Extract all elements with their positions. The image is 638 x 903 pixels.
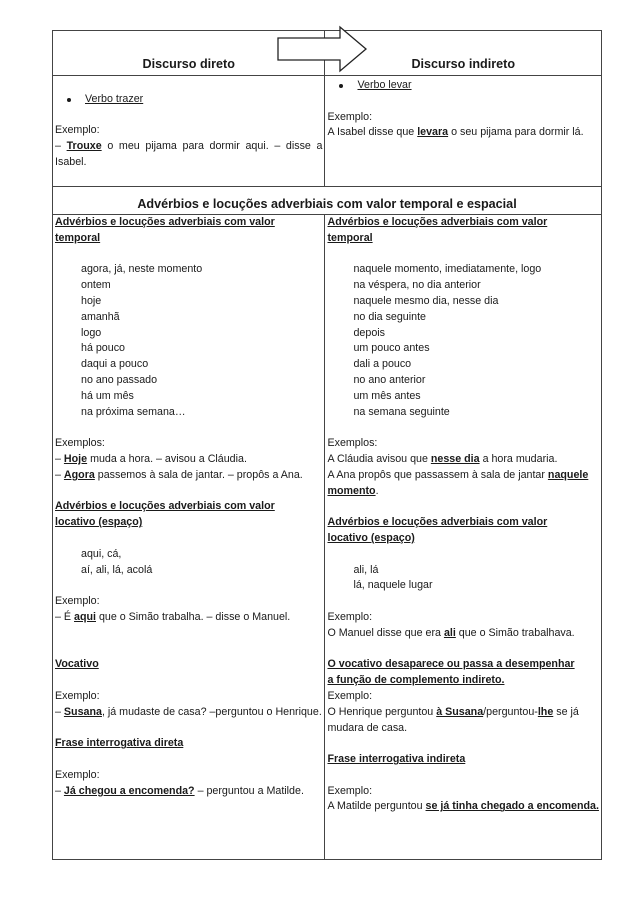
header-row [53,31,602,76]
temporal-list [327,262,599,420]
header-right-title: Discurso indireto [411,57,516,72]
list-item: amanhã [81,310,120,323]
list-item: há pouco [81,342,125,355]
verb-row [53,76,602,187]
list-item: no dia seguinte [353,310,426,323]
list-item: dali a pouco [353,358,412,371]
header-left-cell [53,31,325,76]
indirect-speech-cell [325,215,602,860]
list-item: no ano passado [81,373,158,386]
bullet-item [55,92,322,108]
list-item: na semana seguinte [353,405,450,418]
adverbs-section-title: Advérbios e locuções adverbiais com valor temporal e espacial [53,187,602,215]
list-item: logo [81,326,102,339]
bullet-item [327,76,599,94]
list-item: aí, ali, lá, acolá [81,563,153,576]
section-title-row [53,187,602,215]
example-text: A Ana propôs que passassem à sala de jantar naquele momento. [327,468,589,497]
list-item: um mês antes [353,389,421,402]
list-item: na próxima semana… [81,405,186,418]
list-item: um pouco antes [353,342,430,355]
list-item: ontem [81,279,111,292]
interrogative-heading: Frase interrogativa direta [55,737,184,750]
list-item: há um mês [81,389,134,402]
header-left-title: Discurso direto [142,57,235,72]
temporal-heading: Advérbios e locuções adverbiais com valor temporal [327,216,548,244]
locative-heading: Advérbios e locuções adverbiais com valor locativo (espaço) [327,516,548,544]
example-text: A Cláudia avisou que nesse dia a hora mudaria. [327,452,558,465]
example-text: A Matilde perguntou se já tinha chegado a encomenda. [327,800,599,813]
locative-list [55,547,322,579]
interrogative-heading: Frase interrogativa indireta [327,753,466,766]
example-label: Exemplo: [327,610,373,623]
example-label: Exemplo: [327,689,373,702]
example-label: Exemplo: [55,595,100,608]
vocative-heading: O vocativo desaparece ou passa a desempenhar a função de complemento indireto. [327,658,575,687]
example-text: – Agora passemos à sala de jantar. – propôs a Ana. [55,468,303,481]
list-item: na véspera, no dia anterior [353,279,481,292]
example-text: – Já chegou a encomenda? – perguntou a Matilde. [55,784,304,797]
example-text: – É aqui que o Simão trabalha. – disse o Manuel. [55,610,291,623]
verb-left-cell [53,76,325,187]
content-row [53,215,602,860]
list-item: naquele momento, imediatamente, logo [353,263,542,276]
list-item: aqui, cá, [81,547,122,560]
direct-speech-cell [53,215,325,860]
comparison-table [52,30,602,860]
list-item: naquele mesmo dia, nesse dia [353,294,499,307]
example-label: Exemplo: [55,689,100,702]
example-label: Exemplo: [327,784,373,797]
vocative-heading: Vocativo [55,658,99,671]
verb-trazer-label: Verbo trazer [85,92,144,105]
example-text: – Trouxe o meu pijama para dormir aqui. – disse a Isabel. [55,140,323,168]
list-item: depois [353,326,385,339]
list-item: ali, lá [353,563,379,576]
locative-list [327,563,599,595]
bullet-dot-icon [67,98,71,102]
locative-heading: Advérbios e locuções adverbiais com valor locativo (espaço) [55,500,275,529]
examples-label: Exemplos: [55,437,105,450]
example-text: O Henrique perguntou à Susana/perguntou-lhe se já mudara de casa. [327,705,579,734]
example-label: Exemplo: [327,110,373,123]
temporal-heading: Advérbios e locuções adverbiais com valor temporal [55,216,275,244]
verb-levar-label: Verbo levar [357,79,412,91]
example-text: – Susana, já mudaste de casa? –perguntou o Henrique. [55,705,322,718]
list-item: hoje [81,294,102,307]
list-item: no ano anterior [353,373,426,386]
example-text: O Manuel disse que era ali que o Simão trabalhava. [327,626,575,639]
example-label: Exemplo: [55,124,100,137]
examples-label: Exemplos: [327,437,378,450]
example-label: Exemplo: [55,768,100,781]
list-item: agora, já, neste momento [81,263,203,276]
list-item: lá, naquele lugar [353,579,433,592]
bullet-dot-icon [339,84,343,88]
temporal-list [55,262,322,420]
example-text: – Hoje muda a hora. – avisou a Cláudia. [55,452,247,465]
example-text: A Isabel disse que levara o seu pijama para dormir lá. [327,126,584,139]
verb-right-cell [325,76,602,187]
list-item: daqui a pouco [81,358,149,371]
header-right-cell [325,31,602,76]
